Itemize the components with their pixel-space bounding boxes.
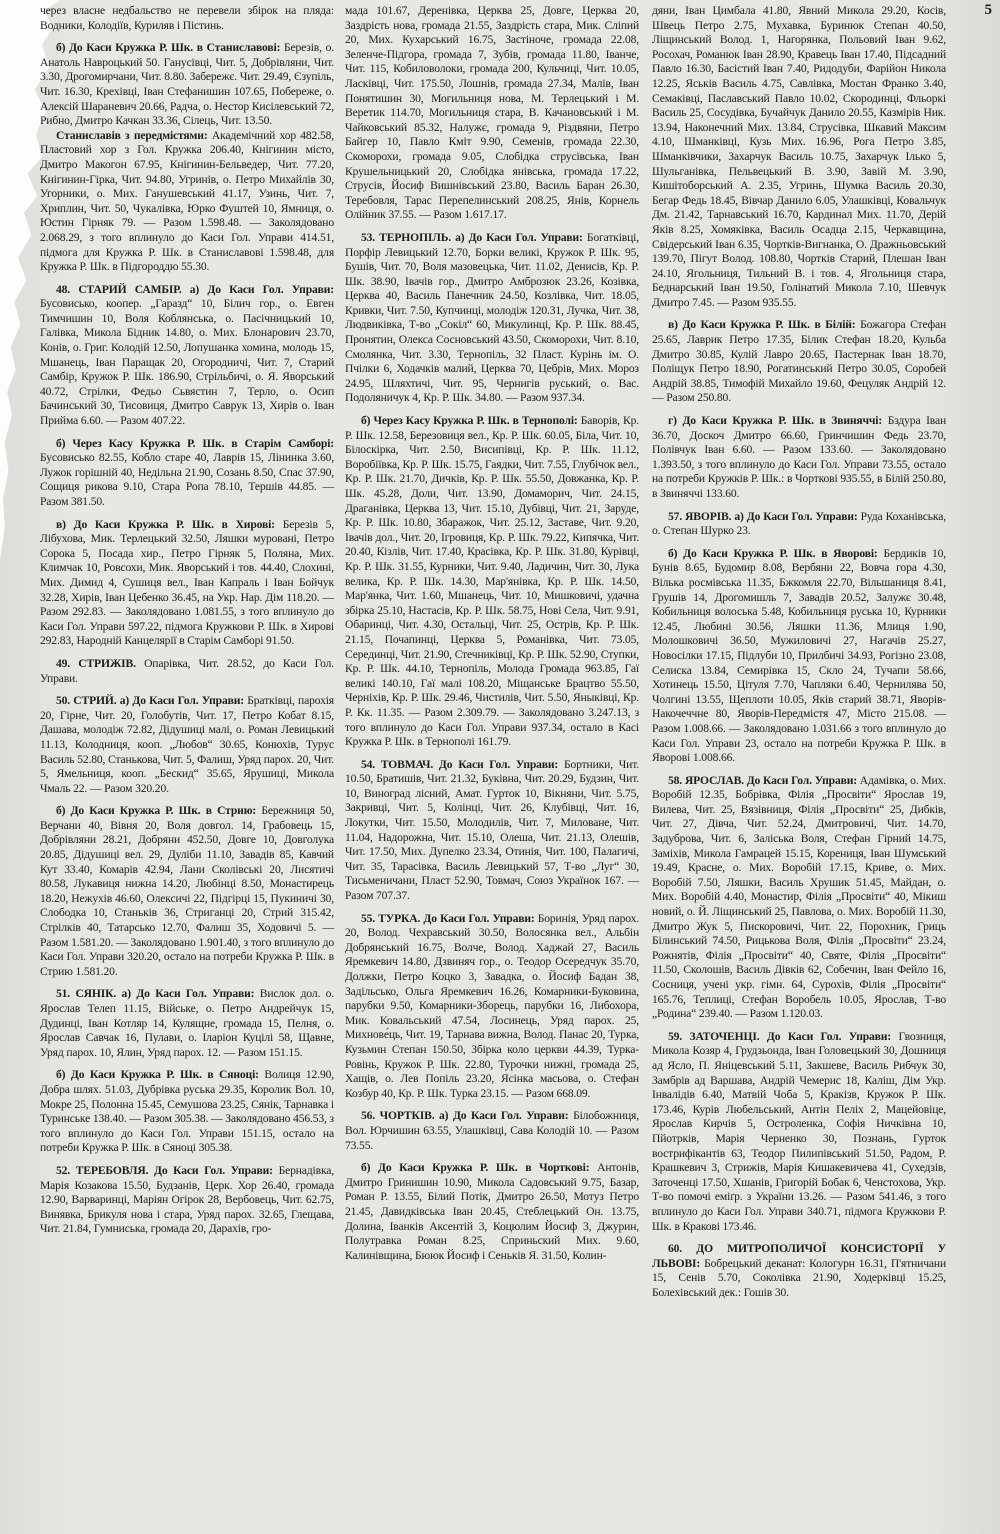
paragraph-spacer [652, 539, 946, 547]
paragraph-spacer [345, 1101, 639, 1109]
paragraph-spacer [40, 429, 334, 437]
paragraph-body: Бобрецький деканат: Кологурн 16.31, П'ятничани 15, Сенів 5.70, Соколівка 21.90, Ходерківці 15.25, Болехівський дек.: Гошів 30. [652, 1256, 947, 1299]
paragraph-body: Бернадівка, Марія Козакова 15.50, Будзанів, Церк. Хор 26.40, громада 12.90, Варваринці, Маріян Огірок 28, Вербовець, Чит. 62.75, Винявка, Брикуля нова і стара, Уряд парох. 32.65, Глещава, Чит. 21.84, Гумниська, громада 20, Дарахів, гро- [40, 1163, 334, 1236]
paragraph-body: Братківці, парохія 20, Гірне, Чит. 20, Голобутів, Чит. 17, Петро Кобат 8.15, Дашава, молодіж 72.82, Дідушиці малі, о. Роман Левицький 11.13, Колодниця, кооп. „Любов“ 30.65, Конюхів, Турус Василь 52.80, Станькова, Чит. 5, Фалиш, Уряд парох. 20, Чит. 5, Ямельниця, кооп. „Бескид“ 35.65, Ярушиці, Микола Чмаль 22. — Разом 320.20. [40, 694, 334, 795]
column-3 [652, 4, 946, 1300]
paragraph-body: Вислок дол. о. Ярослав Телеп 11.15, Війське, о. Петро Андрейчук 15, Дудинці, Іван Котляр 14, Кулящне, громада 15, Пелня, о. Ярослав Савчак 16, Пулави, о. Іларіон Куцілі 58, Щавне, Уряд парох. 10, Ялин, Уряд парох. 12. — Разом 151.15. [40, 987, 335, 1059]
paragraph-heading: Станиславів з передмістями: [56, 128, 208, 142]
paragraph-heading: б) До Каси Кружка Р. Шк. в Яворові: [668, 546, 878, 560]
text-paragraph [40, 518, 334, 649]
text-paragraph [345, 1161, 639, 1263]
paragraph-body: Адамівка, о. Мих. Воробій 12.35, Бобрівка, Філія „Просвіти“ Ярослав 19, Вилева, Чит. 25, Вязівниця, Філія „Просвіти“ 25, Дибків, Чит. 27, Дівча, Чит. 52.24, Дмитровичі, Чит. 14.70, Задуброва, Чит. 6, Заліська Воля, Стефан Гірний 14.75, Заміхів, Микола Гамрацей 15.15, Корениця, Іван Шумський 19.49, Красне, о. Мих. Воробій 17.15, Криве, о. Мих. Воробій 7.50, Ляшки, Василь Хрушик 51.45, Майдан, о. Мих. Воробій 4.40, Монастир, Філія „Просвіти“ 40, Мікиш новий, о. Й. Ліщинський 25, Павлова, о. Мих. Воробій 11.30, Дмитро Жук 5, Пискоровичі, Чит. 22, Порохник, Гриць Білинський 74.50, Рицькова Воля, Філія „Просвіти“ 23.24, Рожнятів, Філія „Просвіти“ 40, Святе, Філія „Просвіти“ 11.50, Сколошів, Василь Дівків 62, Собечин, Іван Фейло 16, Сосниця, учені укр. гімн. 64, Сурохів, Філія „Просвіти“ 165.76, Теплиці, Стефан Воробель 10.05, Ярослав, Т-во „Родина“ 239.40. — Разом 1.120.03. [652, 773, 946, 1021]
paragraph-heading: г) До Каси Кружка Р. Шк. в Звиняччі: [668, 414, 883, 428]
text-paragraph [40, 129, 334, 275]
paragraph-body: через власне недбальство не перевели збірок на пляда: Водники, Колодіїв, Куриляв і Пістинь. [40, 4, 334, 32]
paragraph-body: Академічний хор 482.58, Пластовий хор з Гол. Кружка 206.40, Кнігинин місто, Дмитро Макогон 67.95, Кнігинин-Бельведер, Чит. 77.20, Кнігинин-Гірка, Чит. 94.80, Угринів, о. Петро Михайлів 30, Угорники, о. Мих. Ганушевський 41.17, Узинь, Чит. 7, Хриплин, Чит. 50, Чукалівка, Юрко Фуштей 10, Ямниця, о. Юстин Гірняк 79. — Разом 1.598.48. — Заколядовано 2.068.29, з того вплинуло до Каси Гол. Управи 414.51, підмога для Кружка Р. Шк. в Станиславові 1.598.48, для Кружка Р. Шк. в Підгороддю 55.30. [40, 128, 334, 274]
paragraph-spacer [40, 33, 334, 41]
paragraph-spacer [345, 406, 639, 414]
paragraph-heading: 53. ТЕРНОПІЛЬ. а) До Каси Гол. Управи: [361, 230, 583, 244]
paragraph-heading: 55. ТУРКА. До Каси Гол. Управи: [361, 911, 535, 925]
paragraph-body: Волиця 12.90, Добра шлях. 51.03, Дубрівка руська 29.35, Королик Вол. 10, Мокре 25, Полонна 15.45, Семушова 23.25, Сянік, Тарнавка і Туринське 138.40. — Разом 305.38. — Заколядовано 456.53, з того вплинуло до Каси Гол. Управи 151.15, остало на потреби Кружка Р. Шк. в Сяноці 305.38. [40, 1068, 334, 1155]
paragraph-heading: б) До Каси Кружка Р. Шк. в Станиславові: [56, 41, 281, 55]
paragraph-heading: 48. СТАРИЙ САМБІР. а) До Каси Гол. Управи: [56, 282, 334, 296]
paragraph-heading: 51. СЯНІК. а) До Каси Гол. Управи: [56, 987, 255, 1001]
paragraph-heading: 50. СТРИЙ. а) До Каси Гол. Управи: [56, 694, 244, 708]
paragraph-body: Баворів, Кр. Р. Шк. 12.58, Березовиця вел., Кр. Р. Шк. 60.05, Біла, Чит. 10, Білоскірка, Чит. 2.50, Висипівці, Кр. Р. Шк. 11.12, Воробіївка, Кр. Р. Шк. 15.75, Гаядки, Чит. 7.55, Глубічок вел., Кр. Р. Шк. 21.70, Дичків, Кр. Р. Шк. 55.50, Довжанка, Кр. Р. Шк. 45.28, Доли, Чит. 13.90, Домаморич, Чит. 24.15, Драганівка, Церква 13, Чит. 15.10, Дубівці, Чит. 21, Заруде, Кр. Р. Шк. 10.80, Збаражок, Чит. 25.12, Заставе, Чит. 9.20, Івачів дол., Чит. 20, Ігровиця, Кр. Р. Шк. 79.22, Кипячка, Чит. 20.40, Кізлів, Чит. 17.40, Красівка, Кр. Р. Шк. 31.80, Курівці, Кр. Р. Шк. 31.55, Курники, Чит. 9.40, Ладичин, Чит. 30, Лука велика, Кр. Р. Шк. 14.30, Мар'янівка, Кр. Р. Шк. 14.50, Мар'янка, Чит. 1.60, Мшанець, Чит. 10, Мишковичі, удачна збірка 25.10, Настасів, Кр. Р. Шк. 58.75, Нові Села, Чит. 9.91, Обаринці, Чит. 4.30, Остальці, Чит. 25, Острів, Кр. Р. Шк. 21.15, Почапинці, Церква 5, Романівка, Чит. 73.05, Серединці, Чит. 21.90, Стечниківці, Кр. Р. Шк. 52.90, Ступки, Кр. Р. Шк. 44.10, Тернопіль, Молода Громада 963.85, Гаї великі 140.10, Гаї малі 108.20, Міщанське Брацтво 55.50, Черніхів, Кр. Р. Шк. 29.46, Чистилів, Чит. 5.50, Яныківці, Кр. Р. Кк. 11.35. — Разом 2.309.79. — Заколядовано 3.247.13, з того вплинуло до Каси Гол. Управи 937.34, остало в Касі Кружка Р. Шк. в Тернополі 161.79. [345, 414, 640, 749]
text-paragraph [345, 758, 639, 904]
column-2 [345, 4, 639, 1263]
paragraph-spacer [345, 904, 639, 912]
paragraph-spacer [345, 1153, 639, 1161]
paragraph-spacer [652, 406, 946, 414]
text-paragraph [40, 694, 334, 796]
paragraph-body: Богатківці, Порфір Левицький 12.70, Борки великі, Кружок Р. Шк. 95, Бушів, Чит. 70, Воля мазовецька, Чит. 11.02, Денисів, Кр. Р. Шк. 38.90, Івачів гор., Дмитро Амброзюк 23.26, Козівка, Церква 40, Василь Панечник 24.50, Козлівка, Чит. 18.05, Кривки, Чит. 7.50, Купчинці, молодіж 120.31, Лучка, Чит. 38, Людвиківка, Т-во „Сокіл“ 60, Микулинці, Кр. Р. Шк. 88.45, Пронятин, Олекса Сосновський 43.50, Скоморохи, Чит. 8.10, Смолянка, Чит. 3.30, Тернопіль, 32 Пласт. Курінь ім. О. Пчілки 6, Ходачків малий, Церква 70, Цебрів, Мих. Мороз 24.95, Шляхтичі, Чит. 95, Чернигів руський, о. Вас. Подоляничук 4, Кр. Р. Шк. 34.80. — Разом 937.34. [345, 230, 639, 405]
paragraph-heading: б) Через Касу Кружка Р. Шк. в Старім Самборі: [56, 436, 334, 450]
paragraph-heading: 56. ЧОРТКІВ. а) До Каси Гол. Управи: [361, 1109, 569, 1123]
text-paragraph [652, 774, 946, 1022]
paragraph-body: дяни, Іван Цимбала 41.80, Явний Микола 29.20, Косів, Швець Петро 2.75, Мухавка, Буринюк Степан 40.50, Ліщинський Волод. 1, Нагорянка, Польовий Іван 9.62, Росохач, Романюк Іван 28.90, Кравець Іван 17.40, Підсадний Павло 16.30, Басістий Іван 7.40, Ридодуби, Фарійон Никола 12.25, Яськів Василь 4.75, Савлівка, Мостан Франко 3.40, Семаківці, Паславський Павло 10.02, Скородинці, Фльоркі Василь 25, Сосудівка, Бучайчук Данило 20.55, Казмірів Ник. 13.94, Наконечний Мих. 13.84, Струсівка, Шкавий Максим 4.10, Шманківці, Кузь Мих. 16.96, Рога Петро 3.85, Шманківчики, Захарчук Василь 10.75, Захарчук Ілько 5, Шульганівка, Пельвецький В. 3.90, Завій М. 3.90, Кишітоборський А. 2.35, Угринь, Шумка Василь 20.30, Бегар Федь 18.45, Вівчар Данило 6.05, Улашківці, Ковальчук Дм. 21.42, Тарнавський 16.70, Кардинал Мих. 11.70, Дерій Яків 8.25, Хомяківка, Василь Осадца 2.15, Черкавщина, Свідерський Іван 6.35, Чортків-Вигнанка, О. Дражньовський 139.70, Пігут Волод. 108.80, Чортків Старий, Плешан Іван 24.10, Ягольниця, Тильний В. і тов. 4, Ягольниця стара, Беднарський Іван 19.50, Голінатий Микола 7.10, Шевчук Дмитро 7.45. — Разом 935.55. [652, 4, 946, 309]
text-paragraph [345, 912, 639, 1102]
paragraph-spacer [652, 1234, 946, 1242]
paragraph-heading: 57. ЯВОРІВ. а) До Каси Гол. Управи: [668, 509, 858, 523]
paragraph-spacer [40, 1060, 334, 1068]
paragraph-spacer [652, 502, 946, 510]
paragraph-spacer [345, 750, 639, 758]
paragraph-body: Антонів, Дмитро Гринишин 10.90, Микола Садовський 9.75, Базар, Роман Р. 13.55, Білий Потік, Дмитро 26.50, Мотуз Петро 21.45, Давидківська Іван 20.45, Стеблецький Он. 13.75, Долина, Іванків Аксентій 3, Коцюлим Йосиф 3, Джурин, Полутравка Роман 8.25, Сприньский Мих. 9.60, Калинівщина, Бююк Йосиф і Сеньків Я. 31.50, Колин- [345, 1161, 639, 1262]
paragraph-heading: б) До Каси Кружка Р. Шк. в Стрию: [56, 804, 257, 818]
paragraph-body: Білобожниця, Вол. Юрчишин 63.55, Улашківці, Сава Колодій 10. — Разом 73.55. [345, 1109, 639, 1152]
paragraph-heading: б) До Каси Кружка Р. Шк. в Чорткові: [361, 1161, 590, 1175]
text-paragraph [40, 804, 334, 979]
paragraph-spacer [40, 1156, 334, 1164]
paragraph-spacer [40, 649, 334, 657]
text-paragraph [345, 1109, 639, 1153]
paragraph-heading: 59. ЗАТОЧЕНЦІ. До Каси Гол. Управи: [668, 1029, 892, 1043]
paragraph-spacer [40, 686, 334, 694]
paragraph-heading: 49. СТРИЖІВ. [56, 656, 136, 670]
paragraph-body: Бортники, Чит. 10.50, Братишів, Чит. 21.32, Буківна, Чит. 20.29, Будзин, Чит. 10, Виноград лісний, Амат. Гурток 10, Вікняни, Чит. 5.75, Закривці, Чит. 5, Колінці, Чит. 26, Клубівці, Чит. 16, Локутки, Чит. 15.50, Молодилів, Чит. 7, Миловане, Чит. 11.04, Надорожна, Чит. 15.10, Олеша, Чит. 21.13, Олешів, Чит. 17.50, Мих. Дупелко 23.34, Отинія, Чит. 100, Палагичі, Чит. 35, Тарасівка, Василь Левицький 57, Т-во „Луг“ 30, Тисьменичани, Пласт 52.90, Товмач, Союз Українок 167. — Разом 707.37. [345, 757, 639, 903]
paragraph-body: Бердиків 10, Бунів 8.65, Будомир 8.08, Вербяни 22, Вовча гора 4.30, Вілька росмівська 11.35, Бжкомля 22.70, Вільшаниця 8.41, Грушів 14, Дрогомишль 7, Завадів 20.52, Залужє 30.48, Кобильниця волоська 5.48, Кобильниця руська 10, Курники 12.45, Любині 30.56, Ляшки 11.36, Млиця 1.90, Молошковичі 36.50, Мужиловичі 27, Нагачів 25.27, Новосілки 17.15, Підлуби 10, Прилбичі 34.93, Рогізно 23.08, Селиска 13.84, Семирівка 15, Скло 24, Тучапи 58.66, Хотинець 15.50, Цітуля 7.70, Чапляки 6.40, Чернилява 50, Чолгині 13.55, Щеплоти 10.05, Яків старий 38.71, Яворів-Накочеччне 80, Яворів-Передмістя 47, Місто 215.08. — Разом 1.008.66. — Заколядовано 1.031.66 з того вплинуло до Каси Гол. Управи 23, остало на потреби Кружка Р. Шк. в Яворові 1.008.66. [652, 546, 947, 765]
paragraph-heading: 58. ЯРОСЛАВ. До Каси Гол. Управи: [668, 773, 857, 787]
paragraph-spacer [345, 223, 639, 231]
paragraph-body: Бережниця 50, Верчани 40, Вівня 20, Воля довгол. 14, Грабовець 15, Добрівляни 28.21, Добряни 452.50, Довге 10, Довголука 20.85, Дідушиці вел. 29, Дуліби 11.10, Завадів 85, Кавчий Кут 33.40, Комарів 42.94, Лани Сколівські 20, Лисятичі 80.58, Лукавиця нижна 14.20, Любінці 8.50, Монастирець 18.20, Нежухів 46.60, Олексичі 22, Підгірці 15, Пукиничі 30, Слободка 10, Станьків 36, Стриганці 20, Стрий 315.42, Стрілків 40, Татарсько 12.70, Фалиш 35, Ходовичі 5. — Разом 1.581.20. — Заколядовано 1.901.40, з того вплинуло до Каси Гол. Управи 320.20, остало на потреби Кружка Р. Шк. в Стрию 1.581.20. [40, 804, 334, 978]
text-paragraph [652, 318, 946, 406]
paragraph-spacer [40, 510, 334, 518]
text-paragraph [40, 987, 334, 1060]
paragraph-heading: 52. ТЕРЕБОВЛЯ. До Каси Гол. Управи: [56, 1163, 273, 1177]
paragraph-body: Опарівка, Чит. 28.52, до Каси Гол. Управи. [40, 656, 335, 685]
text-paragraph [652, 1242, 946, 1300]
paragraph-spacer [40, 796, 334, 804]
text-paragraph [40, 437, 334, 510]
text-paragraph [345, 414, 639, 750]
text-paragraph [40, 657, 334, 686]
text-paragraph [652, 1030, 946, 1234]
paragraph-body: Бусовисько 82.55, Кобло старе 40, Лаврів 15, Лінинка 3.60, Лужок горішній 40, Недільна 21.90, Созань 8.50, Спас 37.90, Сощиця рикова 9.10, Стара Ропа 78.10, Тершів 44.85. — Разом 381.50. [40, 451, 334, 508]
paragraph-heading: б) Через Касу Кружка Р. Шк. в Тернополі: [361, 414, 578, 428]
paragraph-body: Божагора Стефан 25.65, Лаврик Петро 17.35, Білик Стефан 18.20, Кульба Дмитро 30.85, Кулій Лавро 20.65, Пастернак Іван 18.70, Поліщук Петро 18.90, Рогатинський Петро 30.05, Соробей Андрій 38.85, Тимофій Михайло 19.60, Фецуляк Андрій 12. — Разом 250.80. [652, 318, 947, 405]
paragraph-heading: 60. ДО МИТРОПОЛИЧОЇ КОНСИСТОРІЇ У ЛЬВОВІ: [652, 1242, 946, 1270]
paragraph-body: Гвозниця, Микола Козяр 4, Грудзьонда, Іван Головецький 30, Дошниця ад Ясло, П. Яніцевський 5.11, Закшеве, Василь Рибчук 30, Замбрів ад Варшава, Андрій Чемерис 18, Каліш, Дім Укр. Інвалідів 6.40, Матвій Чоба 5, Кракізв, Кружок Р. Шк. 173.46, Курів Любельський, Антін Пеліх 2, Мацейовіце, Ярослав Кирчів 5, Остроленка, Софія Ничківна 10, Пйотрків, Марія Черненко 30, Познань, Гурток вострифікантів 63, Теодор Пилипівський 51.50, Радом, Р. Крашкевич 3, Стрижів, Марія Кишакевичева 41, Сухедзів, Заточенці 17.50, Хшанів, Григорій Бобак 6, Ченстохова, Укр. Т-во помочі еміґр. з України 13.26. — Разом 541.46, з того вплинуло до Каси Гол. Управи 340.71, підмога Кружкови Р. Шк. в Кракові 173.46. [652, 1029, 947, 1233]
paragraph-spacer [40, 275, 334, 283]
paragraph-spacer [40, 979, 334, 987]
paragraph-spacer [652, 1022, 946, 1030]
paragraph-spacer [652, 310, 946, 318]
paragraph-body: Березів 5, Лібухова, Мик. Терлецький 32.50, Ляшки муровані, Петро Сорока 5, Посада хир., Петро Гірняк 5, Поляна, Мих. Климчак 10, Ровсохи, Мик. Яворський і тов. 44.40, Слохині, Мих. Димид 4, Сушиця вел., Іван Капраль і Іван Бойчук 32.28, Хирів, Іван Цебенко 36.45, на Укр. Нар. Дім 118.20. — Разом 292.83. — Заколядовано 1.081.55, з того вплинуло до Каси Гол. Управи 597.22, підмога Кружкови Р. Шк. в Хирові 292.83, Народній Канцелярії в Старім Самборі 91.50. [40, 517, 335, 648]
text-paragraph [652, 414, 946, 502]
page-number: 5 [984, 2, 992, 18]
paragraph-heading: 54. ТОВМАЧ. До Каси Гол. Управи: [361, 757, 559, 771]
paragraph-heading: в) До Каси Кружка Р. Шк. в Білій: [668, 318, 856, 332]
paragraph-body: Бусовисько, коопер. „Гаразд“ 10, Білич гор., о. Евген Тимчишин 10, Воля Коблянська, о. Пасічницький 10, Галівка, Микола Бідник 14.80, о. Мих. Блонарович 23.70, Конів, о. Григ. Колодій 12.50, Лопушанка хомина, молодь 15, Мшанець, Іван Паращак 20, Огородничі, Чит. 7, Старий Самбір, Кружок Р. Шк. 186.90, Стрільбичі, о. Я. Яворський 40.72, Стрілки, Федьо Сьвястин 7, Терло, о. Осип Бачинський 30, Тисовиця, Дмитро Саврук 13, Хирів о. Іван Прийма 6.60. — Разом 407.22. [40, 297, 334, 428]
text-paragraph [40, 4, 334, 33]
text-paragraph [40, 1068, 334, 1156]
text-paragraph [652, 4, 946, 310]
paragraph-spacer [652, 766, 946, 774]
paragraph-body: Боринія, Уряд парох. 20, Волод. Чехравський 30.50, Волосянка вел., Альбін Добрянський 16.75, Волче, Волод. Хаджай 27, Василь Яремкевич 14.80, Дзвиняч гор., о. Теодор Осередчук 35.70, Должки, Петро Коцко 3, Завадка, о. Йосиф Бадан 38, Задільсько, Ольга Яремкевич 16.26, Комарники-Буковина, парубки 9.50, Комарники-Зборець, парубки 16, Либохора, Мик. Ковальський 47.54, Лосинець, Уряд парох. 25, Михнове́ць, Чит. 19, Тарнава вижна, Волод. Панас 20, Турка, Кузьмин Степан 150.50, Збірка коло церкви 44.39, Турка-Ровінь, Кружок Р. Шк. 22.80, Турочки нижні, громада 25, Хащів, о. Лев Попіль 23.20, Ясінка масьова, о. Стефан Козбур 40, Кр. Р. Шк. Турка 23.15. — Разом 668.09. [345, 911, 639, 1100]
text-paragraph [345, 4, 639, 223]
paragraph-body: Березів, о. Анатоль Навроцький 50. Ганусівці, Чит. 5, Добрівляни, Чит. 3.30, Дрогомирчани, Чит. 8.80. Забережє. Чит. 29.49, Єзупіль, Чит. 16.30, Крехівці, Іван Стефанишин 107.65, Побереже, о. Алексій Шараневич 20.66, Радча, о. Нестор Кисілевський 72, Рибно, Дмитро Качкан 33.36, Сілець, Чит. 13.50. [40, 41, 334, 128]
paragraph-body: мада 101.67, Деренівка, Церква 25, Довге, Церква 20, Заздрість нова, громада 21.55, Заздрість стара, Мик. Сліпий 20, Мих. Кухарський 16.75, Застіноче, громада 22.08, Зеленче-Підгора, громада 7, Зубів, громада 11.80, Іванче, Чит. 115, Кобиловолоки, громада 200, Кульчиці, Чит. 10.05, Ласківці, Чит. 175.50, Лошнів, громада 27.34, Малів, Іван Понятишин 30, Могильниця нова, М. Терлецький і М. Веретик 114.70, Могильниця стара, В. Качановський і М. Чайковський 85.32, Налужє, громада 9, Різдвяни, Петро Байгер 10, Павло Кміт 9.90, Семенів, громада 22.30, Скоморохи, громада 9.05, Слобідка струсівська, Іван Крушельницький 20, Слобідка янівська, громада 17.22, Струсів, Йосиф Вишнівський 23.80, Василь Баран 26.30, Теребовля, Тарас Перепелинський 208.25, Янів, Корнель Олійник 37.55. — Разом 1.617.17. [345, 4, 639, 222]
text-paragraph [652, 547, 946, 766]
paragraph-body: Бздура Іван 36.70, Доскоч Дмитро 66.60, Гринчишин Федь 23.70, Полівчук Іван 6.60. — Разом 133.60. — Заколядовано 1.393.50, з того вплинуло до Каси Гол. Управи 73.55, остало на потреби Кружків Р. Шк.: в Чорткові 935.55, в Білій 250.80, в Звиняччі 133.60. [652, 414, 947, 500]
paragraph-heading: в) До Каси Кружка Р. Шк. в Хирові: [56, 517, 275, 531]
text-paragraph [40, 41, 334, 129]
text-paragraph [40, 1164, 334, 1237]
column-1 [40, 4, 334, 1237]
text-paragraph [652, 510, 946, 539]
text-paragraph [345, 231, 639, 406]
paragraph-body: Руда Коханівська, о. Степан Шурко 23. [652, 509, 946, 538]
text-paragraph [40, 283, 334, 429]
paragraph-heading: б) До Каси Кружка Р. Шк. в Сяноці: [56, 1068, 259, 1082]
